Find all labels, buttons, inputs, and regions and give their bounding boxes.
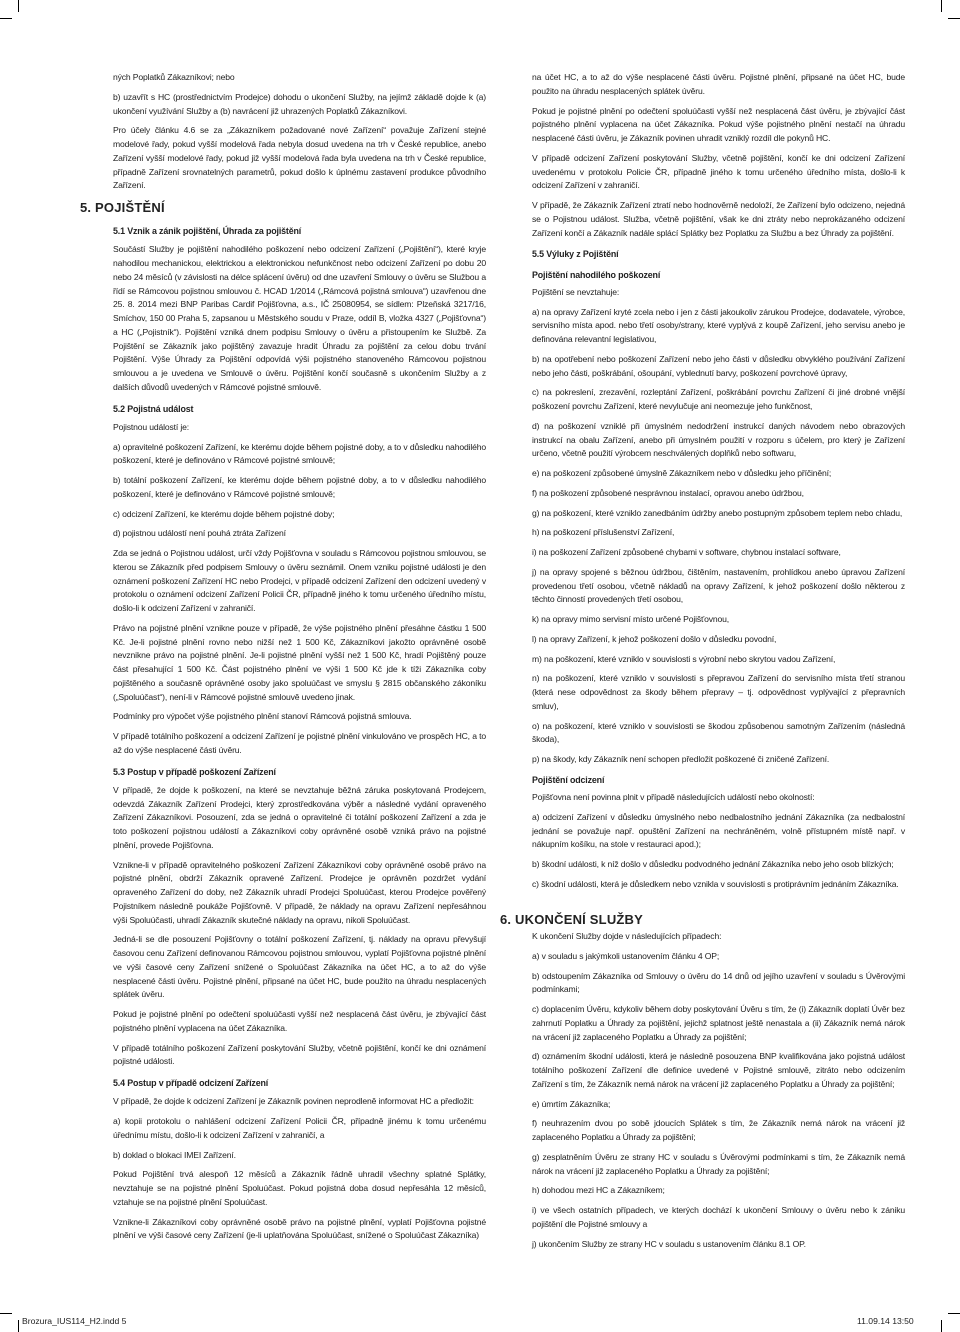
paragraph: b) totální poškození Zařízení, ke kterému dojde během pojistné doby, a to v důsledku nahodilého poškození, které je definováno v Rámcové pojistné smlouvě; bbox=[113, 475, 486, 499]
paragraph: na účet HC, a to až do výše nesplacené části úvěru. Pojistné plnění, připsané na účet HC, bude použito na úhradu nesplacených splátek úvěru. bbox=[532, 72, 905, 96]
paragraph: Vznikne-li Zákazníkovi coby oprávněné osobě právo na pojistné plnění, vyplatí Pojišťovna pojistné plnění ve výši časové ceny Zařízení (je-li uplatňována Spoluúčast, snížené o Spoluúčast Zákazníka) bbox=[113, 1216, 486, 1241]
paragraph: c) doplacením Úvěru, kdykoliv během doby poskytování Úvěru s tím, že (i) Zákazník doplatí Úvěr bez zahrnutí Poplatku a Úhrady za pojištění, jejichž splatnost ještě nenastala a (ii) Zákazník nemá nárok na vrácení již zaplaceného Poplatku a Úhrady za pojištění; bbox=[532, 1004, 905, 1042]
paragraph: Právo na pojistné plnění vznikne pouze v případě, že výše pojistného plnění přesáhne částku 1 500 Kč. Je-li pojistné plnění rovno nebo nižší než 1 500 Kč, Zákazníkovi jakožto oprávněné osobě nevznikne právo na pojistné plnění. Je-li pojistné plnění vyšší než 1 500 Kč, hradí Pojištěný pouze část přesahující 1 500 Kč. Část pojistného plnění ve výši 1 500 Kč jde k tíži Zákazníka coby pojištěného a současně oprávněné osoby jako spoluúčast ve smyslu § 2815 občanského zákoníku („Spoluúčast“), není-li v Rámcové pojistné smlouvě uvedeno jinak. bbox=[113, 622, 486, 702]
paragraph: d) oznámením škodní události, která je následně posouzena BNP kvalifikována jako pojistná událost totálního poškození Zařízení dle definice uvedené v Pojistné smlouvě, zitráto nebo odcizením Zařízení s tím, že Zákazník nemá nárok na vrácení již zaplaceného Poplatku a Úhrady za pojištění; bbox=[532, 1051, 905, 1089]
paragraph: a) kopii protokolu o nahlášení odcizení Zařízení Policii ČR, případně jinému k tomu určenému úřednímu místu, došlo-li k odcizení Zařízení v zahraničí, a bbox=[113, 1116, 486, 1140]
footer-date-slug: 11.09.14 13:50 bbox=[857, 1316, 914, 1326]
paragraph: n) na poškození, které vzniklo v souvislosti s přepravou Zařízení do servisního místa třetí stranou (která nese odpovědnost za škody během přepravy – tj. odpovědnost vyplývající z přepravních smluv), bbox=[532, 673, 905, 711]
subsection-subtitle: Pojištění odcizení bbox=[532, 774, 605, 785]
paragraph: h) dohodou mezi HC a Zákazníkem; bbox=[532, 1185, 665, 1196]
subsection-title: 5.1 Vznik a zánik pojištění, Úhrada za pojištění bbox=[113, 226, 302, 236]
paragraph: j) na opravy spojené s běžnou údržbou, čištěním, nastavením, prohlídkou anebo úpravou Zařízení provedenou třetí osobou, včetně nákladů na opravy Zařízení, k jehož poškození došlo některou z těchto činností provedených třetí osobou, bbox=[532, 566, 905, 605]
section-6-body bbox=[532, 930, 905, 1257]
paragraph: m) na poškození, které vzniklo v souvislosti s výrobní nebo skrytou vadou Zařízení, bbox=[532, 653, 836, 664]
paragraph: p) na škody, kdy Zákazník není schopen předložit poškozené či zničené Zařízení. bbox=[532, 754, 830, 764]
paragraph: V případě, že dojde k odcizení Zařízení je Zákazník povinen neprodleně informovat HC a předložit: bbox=[113, 1096, 474, 1107]
paragraph: V případě totálního poškození Zařízení poskytování Služby, včetně pojištění, končí ke dni oznámení pojistné události. bbox=[113, 1042, 486, 1067]
paragraph: j) ukončením Služby ze strany HC v souladu s ustanovením článku 8.1 OP. bbox=[532, 1238, 806, 1249]
right-column bbox=[532, 71, 905, 898]
paragraph: Pokud je pojistné plnění po odečtení spoluúčasti vyšší než nesplacená část úvěru, je zbývající část pojistného plnění vyplacena na účet Zákazníka. Pokud výše pojistného plnění nestačí na úhradu nesplacené části úvěru, je Zákazník povinen uhradit vzniklý rozdíl dle pokynů HC. bbox=[532, 105, 905, 143]
footer-file-slug: Brozura_IUS114_H2.indd 5 bbox=[22, 1316, 127, 1326]
crop-mark bbox=[941, 1320, 942, 1332]
paragraph: Pokud je pojistné plnění po odečtení spoluúčasti vyšší než nesplacená část úvěru, je zbývající část pojistného plnění vyplacena na účet Zákazníka. bbox=[113, 1009, 486, 1033]
paragraph: b) na opotřebení nebo poškození Zařízení nebo jeho části v důsledku obvyklého používání Zařízení nebo jeho části, poškrábání, ošoupání, vyblednutí barvy, poškození povrchové úpravy, bbox=[532, 353, 905, 378]
paragraph: i) na poškození Zařízení způsobené chybami v software, chybnou instalací software, bbox=[532, 547, 841, 557]
crop-mark bbox=[948, 18, 960, 19]
paragraph: d) pojistnou událostí není pouhá ztráta Zařízení bbox=[113, 528, 286, 539]
section-heading-5: 5. POJIŠTĚNÍ bbox=[80, 200, 165, 215]
paragraph: Pokud Pojištění trvá alespoň 12 měsíců a Zákazník řádně uhradil všechny splatné Splátky, nevztahuje se na pojistné plnění Spoluúčast. Pokud pojistná doba dosud nepřesáhla 12 měsíců, vztahuje se na pojistné plnění Spoluúčast. bbox=[113, 1169, 486, 1207]
subsection-title: 5.5 Výluky z Pojištění bbox=[532, 249, 619, 260]
paragraph: a) odcizení Zařízení v důsledku úmyslného nebo nedbalostního jednání Zákazníka (za nedbalostní jednání se považuje např. opuštění Zařízení na nechráněném, volně přístupném místě např. v nákupním košíku, na stole v restauraci apod.); bbox=[532, 811, 905, 850]
paragraph: d) na poškození vzniklé při úmyslném nedodržení instrukcí daných návodem nebo obrazových instrukcí na obalu Zařízení, anebo při úmyslném použití v rozporu s účelem, pro který je Zařízení určeno, včetně použití výrobcem neschválených doplňků nebo softwaru, bbox=[532, 420, 905, 459]
paragraph: b) uzavřít s HC (prostřednictvím Prodejce) dohodu o ukončení Služby, na jejímž základě dojde k (a) ukončení využívání Služby a (b) navrácení již uhrazených Poplatků Zákazníkovi. bbox=[113, 91, 486, 116]
crop-mark bbox=[948, 1313, 960, 1314]
subsection-title: 5.2 Pojistná událost bbox=[113, 403, 194, 414]
crop-mark bbox=[0, 1313, 12, 1314]
paragraph: a) v souladu s jakýmkoli ustanovením článku 4 OP; bbox=[532, 950, 720, 961]
crop-mark bbox=[941, 0, 942, 12]
left-top-block bbox=[113, 71, 486, 199]
paragraph: Pojistnou událostí je: bbox=[113, 421, 190, 432]
paragraph: b) odstoupením Zákazníka od Smlouvy o úvěru do 14 dnů od jejího uzavření v souladu s Úvěrovými podmínkami; bbox=[532, 970, 905, 995]
paragraph: K ukončení Služby dojde v následujících případech: bbox=[532, 931, 722, 941]
paragraph: c) na pokreslení, zrezavění, rozleptání Zařízení, poškrábání povrchu Zařízení či jiné drobné vnější poškození povrchu Zařízení, které nevylučuje ani neomezuje jeho funkčnost, bbox=[532, 387, 905, 411]
paragraph: V případě, že Zákazník Zařízení ztratí nebo hodnověrně nedoloží, že Zařízení bylo odcizeno, nejedná se o Pojistnou událost. Služba, včetně pojištění, však ke dni ztráty nebo neprokázaného odcizení Zařízení končí a Zákazník nadále splácí Splátky bez Poplatku za Službu a bez Úhrady za pojištění. bbox=[532, 200, 905, 238]
paragraph: k) na opravy mimo servisní místo určené Pojišťovnou, bbox=[532, 614, 729, 624]
paragraph: o) na poškození, které vzniklo v souvislosti se škodou způsobenou samotným Zařízením (následná škoda), bbox=[532, 720, 905, 745]
paragraph: b) škodní události, k níž došlo v důsledku podvodného jednání Zákazníka nebo jeho osob blízkých; bbox=[532, 859, 894, 869]
paragraph: Součástí Služby je pojištění nahodilého poškození nebo odcizení Zařízení („Pojištění“), které kryje nahodilou mechanickou, elektrickou a elektronickou nefunkčnost nebo odcizení Zařízení po dobu 20 nebo 24 měsíců (v závislosti na délce splácení úvěru) od dne uzavření Smlouvy o úvěru se Službou a řídí se Rámcovou pojistnou smlouvou č. HCAD 1/2014 („Rámcová pojistná smlouva“) uzavřenou dne 25. 8. 2014 mezi BNP Paribas Cardif Pojišťovna, a.s., IČ 25080954, se sídlem: Plzeňská 3217/16, Smíchov, 150 00 Praha 5, zapsanou u Městského soudu v Praze, oddíl B, vložka 4327 („Pojišťovna“) a HC („Pojistník“). Pojištění vzniká dnem podpisu Smlouvy o úvěru a přistoupením ke Službě. Za Pojištění se Zákazník jako pojištěný zavazuje hradit Úhradu za pojištění za celou dobu trvání Pojištění. Výše Úhrady za Pojištění odpovídá výši pojistného stanoveného Rámcovou pojistnou smlouvou a je uvedena ve Smlouvě o úvěru. Pojištění končí současně s ukončením Služby a z dalších důvodů uvedených v Rámcové pojistné smlouvě. bbox=[113, 244, 486, 392]
paragraph: Vznikne-li v případě opravitelného poškození Zařízení Zákazníkovi coby oprávněné osobě právo na pojistné plnění, obdrží Zákazník opravené Zařízení. Prodejce je oprávněn pozdržet vydání opraveného Zařízení do doby, než Zákazník uhradí Prodejci Spoluúčast, kterou Prodejce pověřený Pojistníkem následně poukáže Pojišťovně. V případě, že náklady na opravu Zařízení nepřesáhnou výši Spoluúčasti, uhradí Zákazník skutečné náklady na opravu, nikoli Spoluúčast. bbox=[113, 859, 486, 925]
paragraph: g) na poškození, které vzniklo zanedbáním údržby anebo postupným způsobem teplem nebo chladu, bbox=[532, 507, 903, 518]
section-5-body bbox=[113, 217, 486, 1249]
paragraph: Pojišťovna není povinna plnit v případě následujících událostí nebo okolností: bbox=[532, 792, 815, 802]
paragraph: V případě, že dojde k poškození, na které se nevztahuje běžná záruka poskytovaná Prodejcem, odevzdá Zákazník Zařízení Prodejci, který zprostředkována výběr a následné vydání opraveného Zařízení Zákazníkovi. Posouzení, zda se jedná o opravitelné či totální poškození Zařízení a zda je toto poškození pojistnou událostí a Zákazníkovi coby oprávněné osobě vzniká právo na pojistné plnění, provede Pojišťovna. bbox=[113, 784, 486, 850]
paragraph: V případě odcizení Zařízení poskytování Služby, včetně pojištění, končí ke dni odcizení Zařízení uvedenému v protokolu Policie ČR, případně jiného k tomu určeného úředního místa, došlo-li k odcizení Zařízení v zahraničí. bbox=[532, 152, 905, 191]
paragraph: h) na poškození příslušenství Zařízení, bbox=[532, 527, 675, 538]
paragraph: ných Poplatků Zákazníkovi; nebo bbox=[113, 72, 235, 82]
paragraph: Podmínky pro výpočet výše pojistného plnění stanoví Rámcová pojistná smlouva. bbox=[113, 711, 412, 722]
paragraph: a) na opravy Zařízení kryté zcela nebo i jen z části jakoukoliv zárukou Prodejce, dodavatele, výrobce, servisního místa apod. nebo třetí osoby/strany, které vyplývá z koupě Zařízení, jeho servisu anebo je definována relevantní legislativou, bbox=[532, 306, 905, 344]
crop-mark bbox=[0, 18, 12, 19]
paragraph: Jedná-li se dle posouzení Pojišťovny o totální poškození Zařízení, tj. náklady na opravu převyšují časovou cenu Zařízení definovanou Rámcovou pojistnou smlouvou, vyplatí Pojišťovna pojistné plnění ve výši časové ceny Zařízení snížené o Spoluúčast Zákazníka na účet HC, a to až do výše nesplacené části úvěru. Pojistné plnění, připsané na účet HC, bude použito na úhradu nesplacených splátek úvěru. bbox=[113, 934, 486, 1000]
paragraph: c) škodní události, která je důsledkem nebo vznikla v souvislosti s protiprávním jednáním Zákazníka. bbox=[532, 878, 899, 889]
section-heading-6: 6. UKONČENÍ SLUŽBY bbox=[500, 912, 644, 927]
crop-mark bbox=[18, 0, 19, 12]
paragraph: Pro účely článku 4.6 se za „Zákazníkem požadované nové Zařízení“ považuje Zařízení stejné modelové řady, pokud vyšší modelová řada nebyla dosud uvedena na trh v České republice, anebo Zařízení vyšší modelové řady, pokud již vyšší modelová řada byla uvedena na trh v České republice, případně Zařízení srovnatelných parametrů, pokud došlo k úplnému zastavení produkce původního Zařízení. bbox=[113, 125, 486, 191]
paragraph: b) doklad o blokaci IMEI Zařízení. bbox=[113, 1149, 236, 1160]
paragraph: c) odcizení Zařízení, ke kterému dojde během pojistné doby; bbox=[113, 508, 335, 519]
paragraph: a) opravitelné poškození Zařízení, ke kterému dojde během pojistné doby, a to v důsledku nahodilého poškození, které je definováno v Rámcové pojistné smlouvě; bbox=[113, 441, 486, 466]
paragraph: Pojištění se nevztahuje: bbox=[532, 286, 620, 297]
paragraph: i) ve všech ostatních případech, ve kterých dochází k ukončení Smlouvy o úvěru nebo k zániku pojištění dle Pojistné smlouvy a bbox=[532, 1205, 905, 1229]
paragraph: f) neuhrazením dvou po sobě jdoucích Splátek s tím, že Zákazník nemá nárok na vrácení již zaplaceného Poplatku a Úhrady za pojištění; bbox=[532, 1118, 905, 1142]
paragraph: Zda se jedná o Pojistnou událost, určí vždy Pojišťovna v souladu s Rámcovou pojistnou smlouvou, se kterou se Zákazník před podpisem Smlouvy o úvěru seznámil. Onem vzniku pojistné události je den oznámení poškození Zařízení HC nebo Prodejci, v případě odcizení Zařízení den odcizení uvedený v protokolu o oznámení odcizení Zařízení Policii ČR, případně jiného k tomu určeného úředního místu, došlo-li k odcizení Zařízení v zahraničí. bbox=[113, 548, 486, 613]
subsection-subtitle: Pojištění nahodilého poškození bbox=[532, 269, 661, 280]
crop-mark bbox=[18, 1320, 19, 1332]
paragraph: e) úmrtím Zákazníka; bbox=[532, 1098, 611, 1109]
subsection-title: 5.3 Postup v případě poškození Zařízení bbox=[113, 766, 276, 777]
subsection-title: 5.4 Postup v případě odcizení Zařízení bbox=[113, 1078, 269, 1088]
paragraph: e) na poškození způsobené úmyslně Zákazníkem nebo v důsledku jeho příčinění; bbox=[532, 468, 832, 478]
paragraph: g) zesplatněním Úvěru ze strany HC v souladu s Úvěrovými podmínkami s tím, že Zákazník nemá nárok na vrácení již zaplaceného Poplatku a Úhrady za pojištění; bbox=[532, 1151, 905, 1176]
paragraph: V případě totálního poškození a odcizení Zařízení je pojistné plnění vinkulováno ve prospěch HC, a to až do výše nesplacené části úvěru. bbox=[113, 731, 486, 755]
paragraph: f) na poškození způsobené nesprávnou instalací, opravou anebo údržbou, bbox=[532, 487, 804, 498]
paragraph: l) na opravy Zařízení, k jehož poškození došlo v důsledku povodní, bbox=[532, 633, 777, 644]
